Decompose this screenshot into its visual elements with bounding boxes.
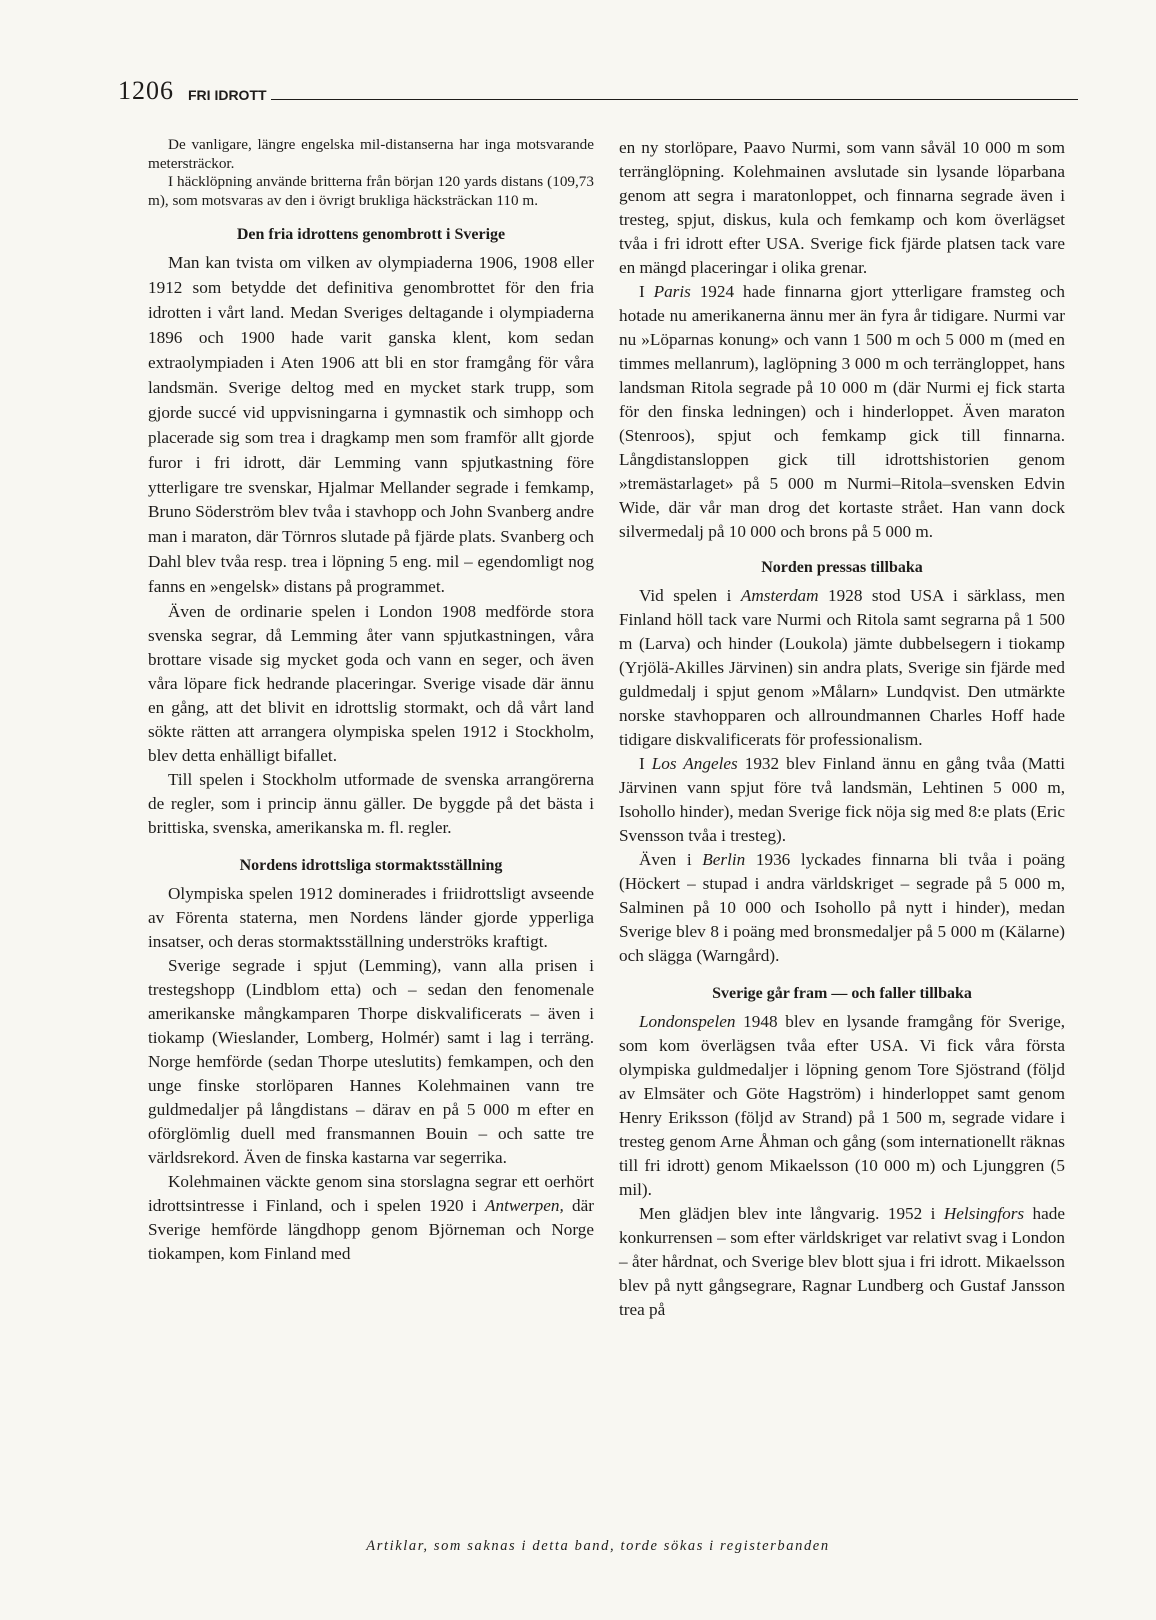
- paragraph-stockholm-regler: Till spelen i Stockholm utformade de svenska arrangörerna de regler, som i princip ännu gäller. De byggde på det bästa i brittiska, svenska, amerikanska m. fl. regler.: [148, 770, 594, 838]
- right-column: [619, 136, 1065, 1322]
- paragraph-amsterdam-1928: Vid spelen i Amsterdam 1928 stod USA i särklass, men Finland höll tack vare Nurmi och Ritola samt segrarna på 1 500 m (Larva) och hinder (Loukola) jämte dubbelsegern i tiokamp (Yrjölä-Akilles Järvinen) sin andra plats, Sverige sin fjärde med guldmedalj i spjut genom »Målarn» Lundqvist. Den utmärkte norske stavhopparen och allroundmannen Charles Hoff hade tidigare diskvalificerats för professionalism.: [619, 586, 1065, 749]
- left-column: [148, 136, 594, 1266]
- page-header: [118, 78, 1078, 104]
- heading-genombrott: Den fria idrottens genombrott i Sverige: [236, 226, 506, 244]
- page-number: 1206: [118, 76, 174, 105]
- intro-paragraph-1: De vanligare, längre engelska mil-distanserna har inga motsvarande metersträckor.: [148, 136, 594, 172]
- paragraph-nurmi: en ny storlöpare, Paavo Nurmi, som vann såväl 10 000 m som terränglöpning. Kolehmainen avslutade sin lysande löparbana genom att segra i maratonloppet, och finnarna segrade även i tresteg, spjut, diskus, kula och femkamp och kom överlägset tvåa i fri idrott efter USA. Sverige fick fjärde platsen tack vare en mängd placeringar i olika grenar.: [619, 138, 1065, 277]
- paragraph-los-angeles-1932: I Los Angeles 1932 blev Finland ännu en gång tvåa (Matti Järvinen vann spjut före två landsmän, Lehtinen 5 000 m, Isohollo hinder), medan Sverige fick nöja sig med 8:e plats (Eric Svensson tvåa i tresteg).: [619, 754, 1065, 845]
- section-title: FRI IDROTT: [188, 87, 267, 103]
- paragraph-helsingfors-1952: Men glädjen blev inte långvarig. 1952 i Helsingfors hade konkurrensen – som efter världskriget var relativt svag i London – åter hårdnat, och Sverige blev blott sjua i fri idrott. Mikaelsson blev på nytt gångsegrare, Ragnar Lundberg och Gustaf Jansson trea på: [619, 1204, 1065, 1319]
- paragraph-london-1948: Londonspelen 1948 blev en lysande framgång för Sverige, som kom överlägsen tvåa efter USA. Vi fick våra första olympiska guldmedaljer i löpning genom Tore Sjöstrand (följd av Elmsäter och Göte Hagström) i hinderloppet samt genom Henry Eriksson (följd av Strand) på 1 500 m, segrade vidare i tresteg genom Arne Åhman och gång (som internationellt räknas till fri idrott) genom Mikaelsson (10 000 m) och Ljunggren (5 mil).: [619, 1012, 1065, 1199]
- paragraph-spelen-1912: Olympiska spelen 1912 dominerades i friidrottsligt avseende av Förenta staterna, men Nordens länder gjorde ypperliga insatser, och deras stormaktsställning underströks kraftigt.: [148, 884, 594, 952]
- paragraph-paris-1924: I Paris 1924 hade finnarna gjort ytterligare framsteg och hotade nu amerikanerna ännu mer än fyra år tidigare. Nurmi var nu »Löparnas konung» och vann 1 500 m och 5 000 m (med en timmes mellanrum), laglöpning 3 000 m och terrängloppet, hans landsman Ritola segrade på 10 000 m (där Nurmi ej fick starta för den finska ledningen) och i hinderloppet. Även maraton (Stenroos), spjut och femkamp gick till finnarna. Långdistansloppen gick till idrottshistorien genom »tremästarlaget» på 5 000 m Nurmi–Ritola–svensken Edvin Wide, där vår man drog det kortaste strået. Han vann dock silvermedalj på 10 000 och brons på 5 000 m.: [619, 282, 1065, 541]
- heading-norden-pressas: Norden pressas tillbaka: [761, 559, 923, 576]
- paragraph-berlin-1936: Även i Berlin 1936 lyckades finnarna bli tvåa i poäng (Höckert – stupad i andra världskriget – segrade på 5 000 m, Salminen på 10 000 och Isohollo på nytt i hinder), medan Sverige blev 8 i poäng med bronsmedaljer på 5 000 m (Kälarne) och slägga (Warngård).: [619, 850, 1065, 965]
- heading-sverige-gar-fram: Sverige går fram — och faller tillbaka: [712, 985, 972, 1002]
- paragraph-sverige-segrade: Sverige segrade i spjut (Lemming), vann alla prisen i trestegshopp (Lindblom etta) och – sedan den fenomenale amerikanske mångkamparen Thorpe diskvalificerats – även i tiokamp (Wieslander, Lomberg, Holmér) samt i lag i terräng. Norge hemförde (sedan Thorpe uteslutits) femkampen, och den unge finske storlöparen Hannes Kolehmainen vann tre guldmedaljer på långdistans – därav en på 5 000 m efter en oförglömlig duell med fransmannen Bouin – och satte tre världsrekord. Även de finska kastarna var segerrika.: [148, 956, 594, 1168]
- paragraph-kolehmainen: Kolehmainen väckte genom sina storslagna segrar ett oerhört idrottsintresse i Finland, och i spelen 1920 i Antwerpen, där Sverige hemförde längdhopp genom Björneman och Norge tiokampen, kom Finland med: [148, 1172, 595, 1264]
- paragraph-genombrott: Man kan tvista om vilken av olympiaderna 1906, 1908 eller 1912 som betydde det definitiva genombrottet för den fria idrotten i vårt land. Medan Sveriges deltagande i olympiaderna 1896 och 1900 hade varit ganska klent, kom sedan extraolympiaden i Aten 1906 att bli en stor framgång för våra landsmän. Sverige deltog med en mycket stark trupp, som gjorde succé vid uppvisningarna i gymnastik och simhopp och placerade sig som trea i dragkamp men som framför allt gjorde furor i fri idrott, där Lemming vann spjutkastning före ytterligare tre svenskar, Hjalmar Mellander segrade i femkamp, Bruno Söderström blev tvåa i stavhopp och John Svanberg andre man i maraton, där Törnros slutade på fjärde plats. Svanberg och Dahl blev tvåa resp. trea i löpning 5 eng. mil – egendomligt nog fanns en »engelsk» distans på programmet.: [148, 253, 595, 597]
- heading-stormaktsstallning: Nordens idrottsliga stormaktsställning: [239, 857, 503, 875]
- footer-note: Artiklar, som saknas i detta band, torde sökas i registerbanden: [366, 1538, 830, 1554]
- intro-paragraph-2: I häcklöpning använde britterna från början 120 yards distans (109,73 m), som motsvaras av den i övrigt brukliga häcksträckan 110 m.: [148, 173, 594, 209]
- paragraph-london-1908: Även de ordinarie spelen i London 1908 medförde stora svenska segrar, då Lemming åter vann spjutkastningen, våra brottare visade sig mycket goda och vann en seger, och även våra löpare fick hedrande placeringar. Sverige visade där ännu en gång, att det blivit en idrottslig stormakt, och då vårt land sökte rätten att arrangera olympiska spelen 1912 i Stockholm, blev detta enhälligt bifallet.: [148, 602, 594, 766]
- header-rule: [271, 99, 1078, 100]
